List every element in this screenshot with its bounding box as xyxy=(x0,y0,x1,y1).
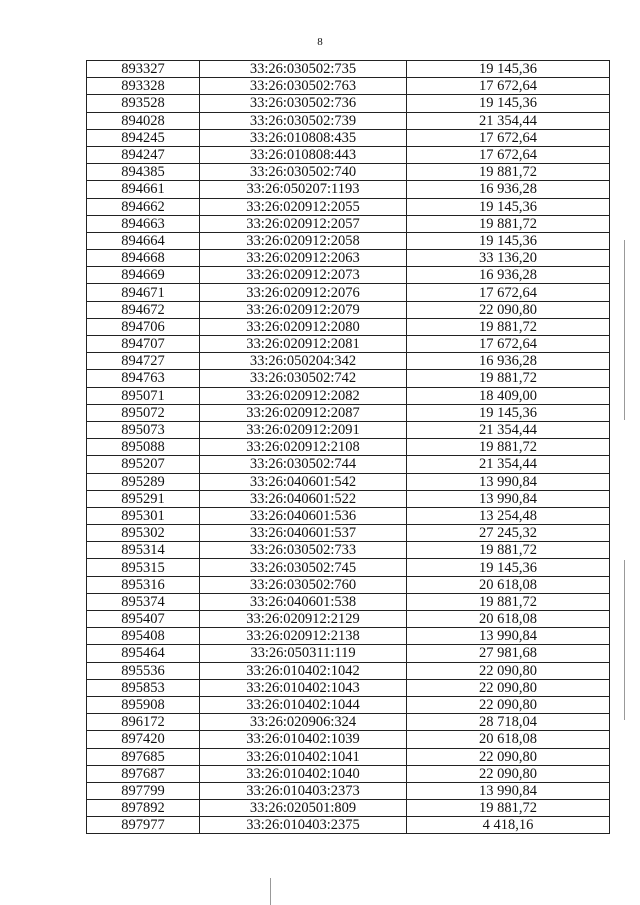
table-row xyxy=(87,456,610,473)
record-number-cell: 896172 xyxy=(87,714,200,731)
amount-cell: 19 881,72 xyxy=(407,370,610,387)
amount-cell: 20 618,08 xyxy=(407,731,610,748)
table-row xyxy=(87,181,610,198)
cadastral-number-cell: 33:26:030502:733 xyxy=(200,542,407,559)
amount-cell: 20 618,08 xyxy=(407,611,610,628)
record-number-cell: 895071 xyxy=(87,387,200,404)
cadastral-number-cell: 33:26:040601:537 xyxy=(200,525,407,542)
cadastral-number-cell: 33:26:010403:2375 xyxy=(200,817,407,834)
record-number-cell: 895464 xyxy=(87,645,200,662)
amount-cell: 13 990,84 xyxy=(407,473,610,490)
record-number-cell: 894662 xyxy=(87,198,200,215)
amount-cell: 19 881,72 xyxy=(407,542,610,559)
cadastral-number-cell: 33:26:010808:443 xyxy=(200,146,407,163)
cadastral-number-cell: 33:26:030502:763 xyxy=(200,78,407,95)
record-number-cell: 895301 xyxy=(87,507,200,524)
cadastral-number-cell: 33:26:040601:522 xyxy=(200,490,407,507)
table-row xyxy=(87,95,610,112)
cadastral-number-cell: 33:26:020912:2138 xyxy=(200,628,407,645)
amount-cell: 19 881,72 xyxy=(407,593,610,610)
amount-cell: 4 418,16 xyxy=(407,817,610,834)
cadastral-number-cell: 33:26:030502:745 xyxy=(200,559,407,576)
table-row xyxy=(87,232,610,249)
record-number-cell: 897892 xyxy=(87,800,200,817)
cadastral-number-cell: 33:26:020912:2129 xyxy=(200,611,407,628)
table-row xyxy=(87,146,610,163)
table-row xyxy=(87,112,610,129)
record-number-cell: 894664 xyxy=(87,232,200,249)
table-row xyxy=(87,714,610,731)
table-row xyxy=(87,748,610,765)
binding-margin-line xyxy=(270,878,271,905)
amount-cell: 17 672,64 xyxy=(407,129,610,146)
cadastral-number-cell: 33:26:020912:2058 xyxy=(200,232,407,249)
cadastral-number-cell: 33:26:040601:538 xyxy=(200,593,407,610)
table-row xyxy=(87,336,610,353)
cadastral-number-cell: 33:26:020906:324 xyxy=(200,714,407,731)
record-number-cell: 897685 xyxy=(87,748,200,765)
cadastral-number-cell: 33:26:010402:1043 xyxy=(200,679,407,696)
table-row xyxy=(87,198,610,215)
table-row xyxy=(87,267,610,284)
record-number-cell: 893328 xyxy=(87,78,200,95)
cadastral-number-cell: 33:26:030502:736 xyxy=(200,95,407,112)
amount-cell: 27 981,68 xyxy=(407,645,610,662)
record-number-cell: 894028 xyxy=(87,112,200,129)
amount-cell: 19 145,36 xyxy=(407,61,610,78)
table-row xyxy=(87,645,610,662)
amount-cell: 22 090,80 xyxy=(407,765,610,782)
record-number-cell: 894707 xyxy=(87,336,200,353)
amount-cell: 19 145,36 xyxy=(407,95,610,112)
record-number-cell: 894245 xyxy=(87,129,200,146)
cadastral-number-cell: 33:26:050204:342 xyxy=(200,353,407,370)
table-row xyxy=(87,318,610,335)
cadastral-number-cell: 33:26:030502:739 xyxy=(200,112,407,129)
table-row xyxy=(87,782,610,799)
record-number-cell: 894663 xyxy=(87,215,200,232)
table-row xyxy=(87,250,610,267)
amount-cell: 16 936,28 xyxy=(407,353,610,370)
cadastral-number-cell: 33:26:020912:2063 xyxy=(200,250,407,267)
cadastral-number-cell: 33:26:020912:2076 xyxy=(200,284,407,301)
amount-cell: 17 672,64 xyxy=(407,146,610,163)
table-row xyxy=(87,559,610,576)
record-number-cell: 894661 xyxy=(87,181,200,198)
amount-cell: 13 990,84 xyxy=(407,628,610,645)
table-row xyxy=(87,78,610,95)
record-number-cell: 895853 xyxy=(87,679,200,696)
amount-cell: 22 090,80 xyxy=(407,696,610,713)
record-number-cell: 897420 xyxy=(87,731,200,748)
cadastral-number-cell: 33:26:020912:2108 xyxy=(200,439,407,456)
amount-cell: 17 672,64 xyxy=(407,284,610,301)
table-row xyxy=(87,284,610,301)
cadastral-number-cell: 33:26:030502:735 xyxy=(200,61,407,78)
record-number-cell: 897977 xyxy=(87,817,200,834)
cadastral-number-cell: 33:26:030502:744 xyxy=(200,456,407,473)
record-number-cell: 895289 xyxy=(87,473,200,490)
cadastral-number-cell: 33:26:050207:1193 xyxy=(200,181,407,198)
cadastral-number-cell: 33:26:020912:2079 xyxy=(200,301,407,318)
binding-margin-line xyxy=(624,560,625,720)
amount-cell: 19 881,72 xyxy=(407,215,610,232)
amount-cell: 19 881,72 xyxy=(407,164,610,181)
table-row xyxy=(87,215,610,232)
cadastral-number-cell: 33:26:020912:2082 xyxy=(200,387,407,404)
cadastral-number-cell: 33:26:020912:2080 xyxy=(200,318,407,335)
table-row xyxy=(87,490,610,507)
record-number-cell: 893528 xyxy=(87,95,200,112)
amount-cell: 21 354,44 xyxy=(407,421,610,438)
table-row xyxy=(87,679,610,696)
record-number-cell: 894763 xyxy=(87,370,200,387)
table-row xyxy=(87,301,610,318)
cadastral-number-cell: 33:26:020912:2055 xyxy=(200,198,407,215)
table-row xyxy=(87,404,610,421)
record-number-cell: 893327 xyxy=(87,61,200,78)
record-number-cell: 894672 xyxy=(87,301,200,318)
record-number-cell: 897687 xyxy=(87,765,200,782)
amount-cell: 22 090,80 xyxy=(407,662,610,679)
cadastral-number-cell: 33:26:040601:542 xyxy=(200,473,407,490)
amount-cell: 22 090,80 xyxy=(407,679,610,696)
cadastral-number-cell: 33:26:010402:1039 xyxy=(200,731,407,748)
amount-cell: 19 881,72 xyxy=(407,439,610,456)
record-number-cell: 895088 xyxy=(87,439,200,456)
record-number-cell: 895207 xyxy=(87,456,200,473)
table-row xyxy=(87,628,610,645)
record-number-cell: 897799 xyxy=(87,782,200,799)
amount-cell: 22 090,80 xyxy=(407,301,610,318)
record-number-cell: 895407 xyxy=(87,611,200,628)
cadastral-number-cell: 33:26:010402:1042 xyxy=(200,662,407,679)
record-number-cell: 895315 xyxy=(87,559,200,576)
amount-cell: 28 718,04 xyxy=(407,714,610,731)
amount-cell: 19 145,36 xyxy=(407,198,610,215)
cadastral-number-cell: 33:26:010402:1040 xyxy=(200,765,407,782)
amount-cell: 20 618,08 xyxy=(407,576,610,593)
table-row xyxy=(87,525,610,542)
cadastral-number-cell: 33:26:040601:536 xyxy=(200,507,407,524)
amount-cell: 19 145,36 xyxy=(407,404,610,421)
table-row xyxy=(87,129,610,146)
table-row xyxy=(87,731,610,748)
cadastral-number-cell: 33:26:010402:1041 xyxy=(200,748,407,765)
amount-cell: 13 254,48 xyxy=(407,507,610,524)
record-number-cell: 895073 xyxy=(87,421,200,438)
cadastral-number-cell: 33:26:020501:809 xyxy=(200,800,407,817)
page-number: 8 xyxy=(317,36,323,48)
cadastral-number-cell: 33:26:010403:2373 xyxy=(200,782,407,799)
binding-margin-line xyxy=(624,240,625,420)
table-row xyxy=(87,576,610,593)
record-number-cell: 895908 xyxy=(87,696,200,713)
amount-cell: 19 881,72 xyxy=(407,318,610,335)
record-number-cell: 895072 xyxy=(87,404,200,421)
table-row xyxy=(87,439,610,456)
record-number-cell: 895302 xyxy=(87,525,200,542)
record-number-cell: 895316 xyxy=(87,576,200,593)
amount-cell: 27 245,32 xyxy=(407,525,610,542)
record-number-cell: 894671 xyxy=(87,284,200,301)
table-row xyxy=(87,817,610,834)
record-number-cell: 894385 xyxy=(87,164,200,181)
table-row xyxy=(87,387,610,404)
table-row xyxy=(87,507,610,524)
cadastral-number-cell: 33:26:020912:2091 xyxy=(200,421,407,438)
record-number-cell: 894669 xyxy=(87,267,200,284)
record-number-cell: 895408 xyxy=(87,628,200,645)
cadastral-number-cell: 33:26:020912:2057 xyxy=(200,215,407,232)
record-number-cell: 894247 xyxy=(87,146,200,163)
record-number-cell: 894706 xyxy=(87,318,200,335)
table-row xyxy=(87,473,610,490)
amount-cell: 17 672,64 xyxy=(407,336,610,353)
amount-cell: 16 936,28 xyxy=(407,181,610,198)
cadastral-number-cell: 33:26:020912:2073 xyxy=(200,267,407,284)
table-row xyxy=(87,593,610,610)
amount-cell: 33 136,20 xyxy=(407,250,610,267)
table-row xyxy=(87,164,610,181)
record-number-cell: 894668 xyxy=(87,250,200,267)
amount-cell: 16 936,28 xyxy=(407,267,610,284)
table-row xyxy=(87,353,610,370)
cadastral-number-cell: 33:26:030502:740 xyxy=(200,164,407,181)
amount-cell: 19 145,36 xyxy=(407,559,610,576)
cadastral-number-cell: 33:26:050311:119 xyxy=(200,645,407,662)
amount-cell: 13 990,84 xyxy=(407,490,610,507)
table-row xyxy=(87,662,610,679)
amount-cell: 18 409,00 xyxy=(407,387,610,404)
amount-cell: 13 990,84 xyxy=(407,782,610,799)
record-number-cell: 895374 xyxy=(87,593,200,610)
record-number-cell: 895536 xyxy=(87,662,200,679)
registry-table xyxy=(86,60,610,834)
record-number-cell: 895291 xyxy=(87,490,200,507)
cadastral-number-cell: 33:26:030502:742 xyxy=(200,370,407,387)
amount-cell: 19 145,36 xyxy=(407,232,610,249)
table-row xyxy=(87,542,610,559)
table-row xyxy=(87,421,610,438)
table-row xyxy=(87,61,610,78)
record-number-cell: 895314 xyxy=(87,542,200,559)
table-row xyxy=(87,696,610,713)
table-row xyxy=(87,800,610,817)
cadastral-number-cell: 33:26:010402:1044 xyxy=(200,696,407,713)
amount-cell: 19 881,72 xyxy=(407,800,610,817)
registry-table-body xyxy=(87,61,610,834)
amount-cell: 21 354,44 xyxy=(407,112,610,129)
amount-cell: 22 090,80 xyxy=(407,748,610,765)
cadastral-number-cell: 33:26:020912:2087 xyxy=(200,404,407,421)
cadastral-number-cell: 33:26:030502:760 xyxy=(200,576,407,593)
record-number-cell: 894727 xyxy=(87,353,200,370)
cadastral-number-cell: 33:26:010808:435 xyxy=(200,129,407,146)
table-row xyxy=(87,611,610,628)
table-row xyxy=(87,765,610,782)
cadastral-number-cell: 33:26:020912:2081 xyxy=(200,336,407,353)
table-row xyxy=(87,370,610,387)
amount-cell: 17 672,64 xyxy=(407,78,610,95)
amount-cell: 21 354,44 xyxy=(407,456,610,473)
